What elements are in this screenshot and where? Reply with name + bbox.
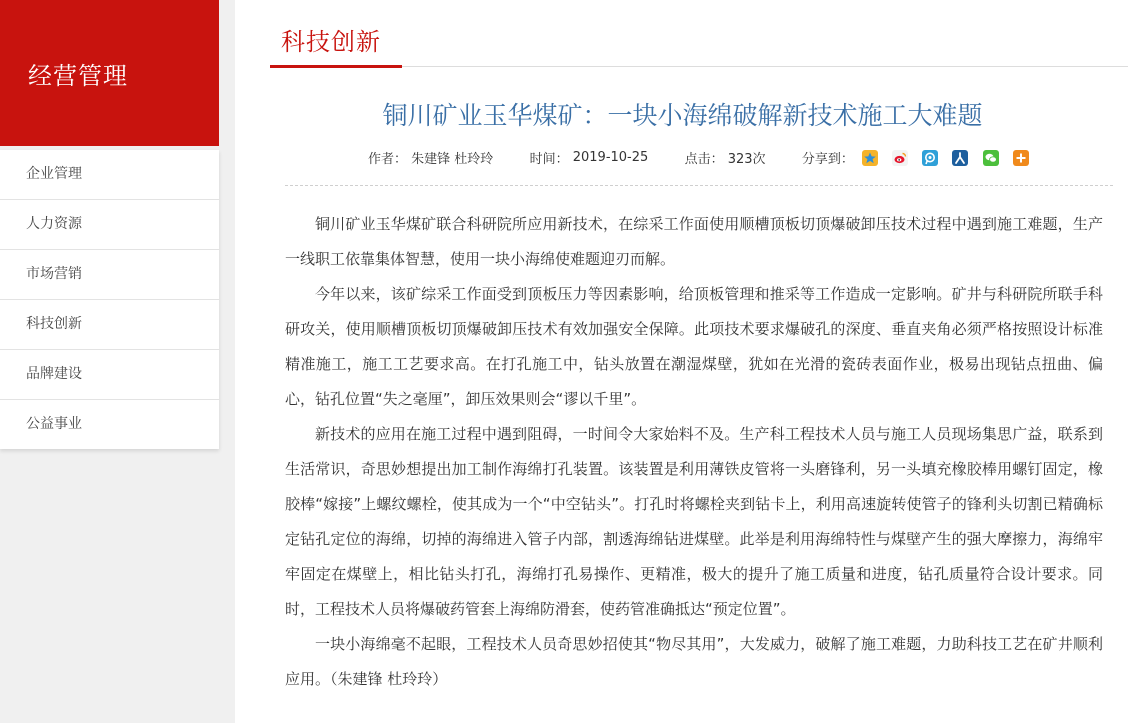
article-title: 铜川矿业玉华煤矿：一块小海绵破解新技术施工大难题 [382, 101, 983, 130]
sidebar-item-marketing[interactable]: 市场营销 [0, 250, 219, 300]
qzone-icon[interactable] [862, 150, 878, 166]
sidebar-menu [0, 150, 219, 449]
clicks-label: 点击： [684, 152, 724, 167]
article-body [285, 207, 1103, 697]
section-title-underline [270, 65, 402, 68]
more-share-icon[interactable] [1013, 150, 1029, 166]
sidebar-item-human-resources[interactable]: 人力资源 [0, 200, 219, 250]
article-paragraph: 新技术的应用在施工过程中遇到阻碍，一时间令大家始料不及。生产科工程技术人员与施工人员现场集思广益，联系到生活常识，奇思妙想提出加工制作海绵打孔装置。该装置是利用薄铁皮管将一头磨锋利，另一头填充橡胶棒用螺钉固定，橡胶棒“嫁接”上螺纹螺栓，使其成为一个“中空钻头”。打孔时将螺栓夹到钻卡上，利用高速旋转使管子的锋利头切割已精确标定钻孔定位的海绵，切掉的海绵进入管子内部，割透海绵钻进煤壁。此举是利用海绵特性与煤壁产生的强大摩擦力，海绵牢牢固定在煤壁上，相比钻头打孔，海绵打孔易操作、更精准，极大的提升了施工质量和进度，钻孔质量符合设计要求。同时，工程技术人员将爆破药管套上海绵防滑套，使药管准确抵达“预定位置”。 [285, 425, 1103, 618]
section-title: 科技创新 [281, 28, 381, 56]
tencent-weibo-icon[interactable] [922, 150, 938, 166]
share-label: 分享到： [801, 152, 854, 167]
meta-divider [285, 185, 1113, 186]
sidebar-item-public-welfare[interactable]: 公益事业 [26, 416, 82, 432]
article-paragraph: 一块小海绵毫不起眼，工程技术人员奇思妙招使其“物尽其用”，大发威力，破解了施工难题，力助科技工艺在矿井顺利应用。（朱建锋 杜玲玲） [285, 635, 1103, 688]
author-label: 作者： [368, 152, 408, 167]
main-content [235, 0, 1142, 723]
article-paragraph: 铜川矿业玉华煤矿联合科研院所应用新技术，在综采工作面使用顺槽顶板切顶爆破卸压技术过程中遇到施工难题，生产一线职工依靠集体智慧，使用一块小海绵使难题迎刃而解。 [285, 215, 1103, 268]
sidebar-title: 经营管理 [28, 62, 128, 90]
sidebar-item-enterprise-management[interactable]: 企业管理 [0, 150, 219, 200]
wechat-icon[interactable] [983, 150, 999, 166]
weibo-icon[interactable] [892, 150, 908, 166]
time-value: 2019-10-25 [572, 150, 649, 165]
article-paragraph: 今年以来，该矿综采工作面受到顶板压力等因素影响，给顶板管理和推采等工作造成一定影响。矿井与科研院所联手科研攻关，使用顺槽顶板切顶爆破卸压技术有效加强安全保障。此项技术要求爆破孔的深度、垂直夹角必须严格按照设计标准精准施工，施工工艺要求高。在打孔施工中，钻头放置在潮湿煤壁，犹如在光滑的瓷砖表面作业，极易出现钻点扭曲、偏心，钻孔位置“失之毫厘”，卸压效果则会“谬以千里”。 [285, 285, 1103, 408]
renren-icon[interactable] [952, 150, 968, 166]
time-label: 时间： [529, 152, 569, 167]
article-meta [368, 148, 1029, 167]
sidebar-header [0, 0, 219, 146]
clicks-value: 323次 [727, 152, 766, 167]
sidebar-item-tech-innovation[interactable]: 科技创新 [0, 300, 219, 350]
author-value: 朱建锋 杜玲玲 [411, 152, 494, 167]
left-column [0, 0, 235, 723]
sidebar-item-brand-building[interactable]: 品牌建设 [0, 350, 219, 400]
